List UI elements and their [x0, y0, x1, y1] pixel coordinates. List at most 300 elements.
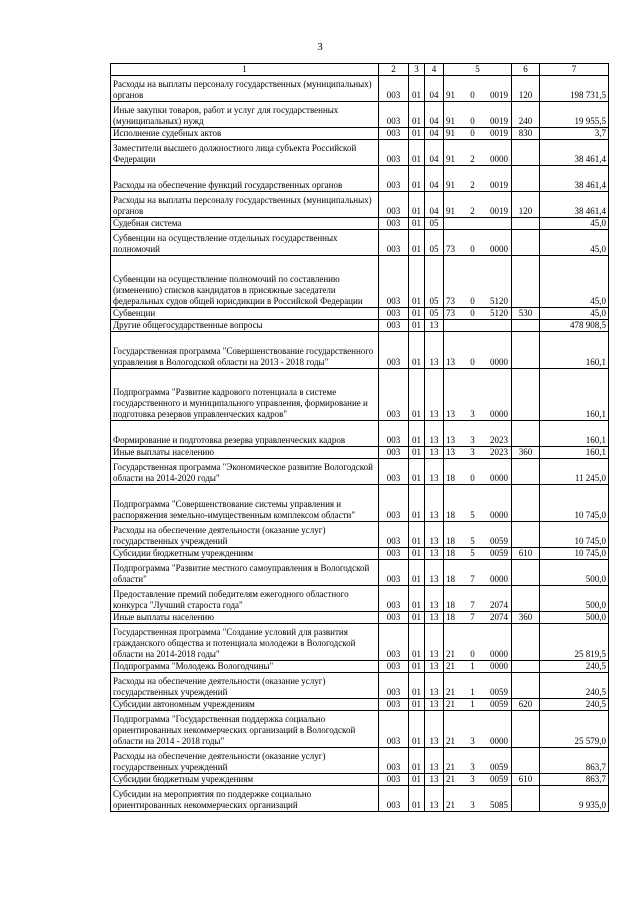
program-code: 73 [446, 244, 455, 254]
expense-type-cell: 360 [512, 447, 540, 459]
direction-code: 0000 [490, 736, 508, 746]
line-item-name: Предоставление премий победителям ежегодного областного конкурса "Лучший староста года" [111, 586, 379, 612]
program-code: 18 [446, 473, 455, 483]
direction-code: 0000 [490, 661, 508, 671]
table-row [111, 748, 609, 774]
table-row [111, 140, 609, 166]
page-number: 3 [317, 41, 323, 53]
code-cell: 003 [379, 192, 409, 218]
section-cell: 01 [409, 218, 425, 230]
subprogram-code: 2 [470, 180, 475, 190]
direction-code: 2023 [490, 447, 508, 457]
subsection-cell: 13 [425, 485, 444, 522]
direction-code: 2074 [490, 600, 508, 610]
expense-type-cell: 830 [512, 128, 540, 140]
subprogram-code: 5 [470, 536, 475, 546]
direction-code: 0000 [490, 510, 508, 520]
subsection-cell: 04 [425, 102, 444, 128]
expense-type-cell: 610 [512, 548, 540, 560]
direction-code: 0000 [490, 357, 508, 367]
amount-cell: 160,1 [540, 332, 609, 369]
amount-cell: 19 955,5 [540, 102, 609, 128]
column-number: 1 [111, 64, 379, 76]
direction-code: 0000 [490, 649, 508, 659]
section-cell: 01 [409, 230, 425, 256]
code-cell: 003 [379, 369, 409, 421]
table-row [111, 320, 609, 332]
code-cell: 003 [379, 256, 409, 308]
target-article-cell [444, 522, 512, 548]
amount-cell: 25 579,0 [540, 711, 609, 748]
program-code: 91 [446, 154, 455, 164]
amount-cell: 160,1 [540, 421, 609, 447]
target-article-cell [444, 332, 512, 369]
code-cell: 003 [379, 308, 409, 320]
code-cell: 003 [379, 332, 409, 369]
table-row [111, 774, 609, 786]
amount-cell: 240,5 [540, 699, 609, 711]
subprogram-code: 0 [470, 128, 475, 138]
section-cell: 01 [409, 612, 425, 624]
section-cell: 01 [409, 128, 425, 140]
subsection-cell: 13 [425, 369, 444, 421]
direction-code: 0059 [490, 774, 508, 784]
direction-code: 2074 [490, 612, 508, 622]
amount-cell: 45,0 [540, 230, 609, 256]
line-item-name: Расходы на обеспечение деятельности (оказание услуг) государственных учреждений [111, 673, 379, 699]
column-number: 2 [379, 64, 409, 76]
code-cell: 003 [379, 612, 409, 624]
section-cell: 01 [409, 548, 425, 560]
section-cell: 01 [409, 711, 425, 748]
target-article-cell [444, 102, 512, 128]
subprogram-code: 1 [470, 661, 475, 671]
line-item-name: Субсидии автономным учреждениям [111, 699, 379, 711]
subprogram-code: 7 [470, 574, 475, 584]
program-code: 18 [446, 600, 455, 610]
line-item-name: Субсидии бюджетным учреждениям [111, 548, 379, 560]
target-article-cell [444, 320, 512, 332]
table-row [111, 548, 609, 560]
line-item-name: Судебная система [111, 218, 379, 230]
subsection-cell: 13 [425, 612, 444, 624]
expense-type-cell [512, 369, 540, 421]
column-number: 7 [540, 64, 609, 76]
expense-type-cell [512, 748, 540, 774]
program-code: 73 [446, 296, 455, 306]
column-number: 6 [512, 64, 540, 76]
target-article-cell [444, 447, 512, 459]
target-article-cell [444, 774, 512, 786]
expense-type-cell [512, 661, 540, 673]
table-row [111, 699, 609, 711]
direction-code: 0059 [490, 536, 508, 546]
code-cell: 003 [379, 774, 409, 786]
code-cell: 003 [379, 661, 409, 673]
subsection-cell: 05 [425, 230, 444, 256]
target-article-cell [444, 256, 512, 308]
line-item-name: Иные выплаты населению [111, 447, 379, 459]
column-number: 5 [444, 64, 512, 76]
line-item-name: Субвенции [111, 308, 379, 320]
section-cell: 01 [409, 140, 425, 166]
program-code: 13 [446, 357, 455, 367]
code-cell: 003 [379, 320, 409, 332]
code-cell: 003 [379, 624, 409, 661]
direction-code: 0019 [490, 206, 508, 216]
table-row [111, 192, 609, 218]
line-item-name: Подпрограмма "Развитие местного самоуправления в Вологодской области" [111, 560, 379, 586]
direction-code: 0000 [490, 154, 508, 164]
target-article-cell [444, 140, 512, 166]
amount-cell: 10 745,0 [540, 548, 609, 560]
line-item-name: Иные закупки товаров, работ и услуг для государственных (муниципальных) нужд [111, 102, 379, 128]
table-row [111, 459, 609, 485]
table-row [111, 76, 609, 102]
expense-type-cell [512, 485, 540, 522]
table-row [111, 485, 609, 522]
target-article-cell [444, 192, 512, 218]
section-cell: 01 [409, 624, 425, 661]
code-cell: 003 [379, 166, 409, 192]
direction-code: 0000 [490, 574, 508, 584]
code-cell: 003 [379, 140, 409, 166]
target-article-cell [444, 560, 512, 586]
line-item-name: Субвенции на осуществление отдельных государственных полномочий [111, 230, 379, 256]
target-article-cell [444, 748, 512, 774]
program-code: 13 [446, 409, 455, 419]
budget-table [110, 63, 609, 812]
amount-cell: 38 461,4 [540, 140, 609, 166]
column-number-row [111, 64, 609, 76]
code-cell: 003 [379, 548, 409, 560]
subsection-cell: 13 [425, 548, 444, 560]
line-item-name: Иные выплаты населению [111, 612, 379, 624]
line-item-name: Государственная программа "Создание условий для развития гражданского общества и потенциала молодежи в Вологодской области на 2014-2018 годы" [111, 624, 379, 661]
line-item-name: Субвенции на осуществление полномочий по составлению (изменению) списков кандидатов в присяжные заседатели федеральных судов общей юрисдикции в Российской Федерации [111, 256, 379, 308]
table-row [111, 711, 609, 748]
table-row [111, 661, 609, 673]
target-article-cell [444, 230, 512, 256]
code-cell: 003 [379, 218, 409, 230]
table-row [111, 421, 609, 447]
amount-cell: 240,5 [540, 673, 609, 699]
subprogram-code: 3 [470, 409, 475, 419]
line-item-name: Другие общегосударственные вопросы [111, 320, 379, 332]
direction-code: 5120 [490, 296, 508, 306]
target-article-cell [444, 612, 512, 624]
subprogram-code: 1 [470, 687, 475, 697]
subsection-cell: 13 [425, 661, 444, 673]
target-article-cell [444, 624, 512, 661]
subsection-cell: 13 [425, 459, 444, 485]
direction-code: 0059 [490, 687, 508, 697]
expense-type-cell [512, 586, 540, 612]
section-cell: 01 [409, 522, 425, 548]
section-cell: 01 [409, 673, 425, 699]
line-item-name: Государственная программа "Экономическое развитие Вологодской области на 2014-2020 годы" [111, 459, 379, 485]
amount-cell: 478 908,5 [540, 320, 609, 332]
amount-cell: 160,1 [540, 447, 609, 459]
table-row [111, 624, 609, 661]
target-article-cell [444, 459, 512, 485]
direction-code: 0000 [490, 409, 508, 419]
subsection-cell: 13 [425, 774, 444, 786]
amount-cell: 240,5 [540, 661, 609, 673]
line-item-name: Расходы на обеспечение деятельности (оказание услуг) государственных учреждений [111, 748, 379, 774]
expense-type-cell [512, 624, 540, 661]
subprogram-code: 0 [470, 244, 475, 254]
amount-cell: 9 935,0 [540, 786, 609, 812]
code-cell: 003 [379, 586, 409, 612]
section-cell: 01 [409, 699, 425, 711]
line-item-name: Расходы на обеспечение деятельности (оказание услуг) государственных учреждений [111, 522, 379, 548]
table-row [111, 447, 609, 459]
direction-code: 0059 [490, 548, 508, 558]
section-cell: 01 [409, 661, 425, 673]
expense-type-cell [512, 256, 540, 308]
program-code: 73 [446, 308, 455, 318]
subprogram-code: 0 [470, 357, 475, 367]
table-row [111, 230, 609, 256]
program-code: 21 [446, 661, 455, 671]
direction-code: 0019 [490, 90, 508, 100]
subprogram-code: 1 [470, 699, 475, 709]
code-cell: 003 [379, 522, 409, 548]
line-item-name: Государственная программа "Совершенствование государственного управления в Вологодской области на 2013 - 2018 годы" [111, 332, 379, 369]
section-cell: 01 [409, 192, 425, 218]
subsection-cell: 13 [425, 748, 444, 774]
program-code: 21 [446, 699, 455, 709]
subsection-cell: 13 [425, 699, 444, 711]
target-article-cell [444, 128, 512, 140]
direction-code: 0059 [490, 699, 508, 709]
line-item-name: Подпрограмма "Государственная поддержка социально ориентированных некоммерческих организаций в Вологодской области на 2014 - 2018 годы" [111, 711, 379, 748]
subsection-cell: 13 [425, 560, 444, 586]
amount-cell: 10 745,0 [540, 522, 609, 548]
direction-code: 0000 [490, 473, 508, 483]
expense-type-cell [512, 421, 540, 447]
section-cell: 01 [409, 369, 425, 421]
line-item-name: Исполнение судебных актов [111, 128, 379, 140]
subsection-cell: 04 [425, 166, 444, 192]
subprogram-code: 0 [470, 308, 475, 318]
code-cell: 003 [379, 673, 409, 699]
amount-cell: 11 245,0 [540, 459, 609, 485]
table-row [111, 332, 609, 369]
subsection-cell: 13 [425, 786, 444, 812]
expense-type-cell [512, 230, 540, 256]
line-item-name: Субсидии на мероприятия по поддержке социально ориентированных некоммерческих организаций [111, 786, 379, 812]
section-cell: 01 [409, 586, 425, 612]
subsection-cell: 13 [425, 320, 444, 332]
amount-cell: 500,0 [540, 612, 609, 624]
line-item-name: Расходы на выплаты персоналу государственных (муниципальных) органов [111, 76, 379, 102]
direction-code: 0019 [490, 128, 508, 138]
amount-cell: 25 819,5 [540, 624, 609, 661]
direction-code: 0059 [490, 762, 508, 772]
code-cell: 003 [379, 421, 409, 447]
code-cell: 003 [379, 786, 409, 812]
section-cell: 01 [409, 560, 425, 586]
subsection-cell: 05 [425, 308, 444, 320]
section-cell: 01 [409, 748, 425, 774]
amount-cell: 45,0 [540, 218, 609, 230]
code-cell: 003 [379, 76, 409, 102]
table-row [111, 218, 609, 230]
amount-cell: 500,0 [540, 560, 609, 586]
line-item-name: Субсидии бюджетным учреждениям [111, 774, 379, 786]
program-code: 18 [446, 536, 455, 546]
expense-type-cell [512, 218, 540, 230]
subprogram-code: 3 [470, 447, 475, 457]
program-code: 13 [446, 447, 455, 457]
section-cell: 01 [409, 308, 425, 320]
target-article-cell [444, 548, 512, 560]
subsection-cell: 05 [425, 218, 444, 230]
subprogram-code: 0 [470, 116, 475, 126]
subsection-cell: 13 [425, 522, 444, 548]
target-article-cell [444, 661, 512, 673]
line-item-name: Формирование и подготовка резерва управленческих кадров [111, 421, 379, 447]
subsection-cell: 13 [425, 624, 444, 661]
code-cell: 003 [379, 485, 409, 522]
expense-type-cell: 120 [512, 192, 540, 218]
code-cell: 003 [379, 699, 409, 711]
section-cell: 01 [409, 102, 425, 128]
subsection-cell: 04 [425, 128, 444, 140]
line-item-name: Подпрограмма "Молодежь Вологодчины" [111, 661, 379, 673]
column-number: 4 [425, 64, 444, 76]
subsection-cell: 13 [425, 421, 444, 447]
program-code: 21 [446, 800, 455, 810]
direction-code: 0000 [490, 244, 508, 254]
expense-type-cell [512, 459, 540, 485]
column-number: 3 [409, 64, 425, 76]
table-row [111, 102, 609, 128]
table-row [111, 369, 609, 421]
table-row [111, 786, 609, 812]
line-item-name: Подпрограмма "Развитие кадрового потенциала в системе государственного и муниципального управления, формирование и подготовка резервов управленческих кадров" [111, 369, 379, 421]
line-item-name: Заместители высшего должностного лица субъекта Российской Федерации [111, 140, 379, 166]
subprogram-code: 3 [470, 435, 475, 445]
amount-cell: 45,0 [540, 308, 609, 320]
subprogram-code: 3 [470, 762, 475, 772]
expense-type-cell: 360 [512, 612, 540, 624]
program-code: 21 [446, 736, 455, 746]
subprogram-code: 0 [470, 649, 475, 659]
amount-cell: 38 461,4 [540, 192, 609, 218]
table-row [111, 560, 609, 586]
target-article-cell [444, 369, 512, 421]
target-article-cell [444, 699, 512, 711]
code-cell: 003 [379, 459, 409, 485]
subprogram-code: 0 [470, 90, 475, 100]
subsection-cell: 04 [425, 140, 444, 166]
section-cell: 01 [409, 459, 425, 485]
subsection-cell: 04 [425, 76, 444, 102]
program-code: 13 [446, 435, 455, 445]
amount-cell: 500,0 [540, 586, 609, 612]
program-code: 18 [446, 510, 455, 520]
subprogram-code: 0 [470, 296, 475, 306]
line-item-name: Расходы на выплаты персоналу государственных (муниципальных) органов [111, 192, 379, 218]
subsection-cell: 05 [425, 256, 444, 308]
subprogram-code: 5 [470, 548, 475, 558]
subprogram-code: 2 [470, 206, 475, 216]
subprogram-code: 3 [470, 800, 475, 810]
expense-type-cell: 120 [512, 76, 540, 102]
direction-code: 0019 [490, 180, 508, 190]
code-cell: 003 [379, 447, 409, 459]
section-cell: 01 [409, 786, 425, 812]
amount-cell: 10 745,0 [540, 485, 609, 522]
subprogram-code: 7 [470, 600, 475, 610]
section-cell: 01 [409, 256, 425, 308]
program-code: 21 [446, 762, 455, 772]
target-article-cell [444, 711, 512, 748]
code-cell: 003 [379, 230, 409, 256]
subprogram-code: 3 [470, 736, 475, 746]
expense-type-cell [512, 560, 540, 586]
expense-type-cell: 610 [512, 774, 540, 786]
program-code: 91 [446, 180, 455, 190]
table-row [111, 586, 609, 612]
section-cell: 01 [409, 774, 425, 786]
subprogram-code: 7 [470, 612, 475, 622]
code-cell: 003 [379, 748, 409, 774]
amount-cell: 45,0 [540, 256, 609, 308]
section-cell: 01 [409, 166, 425, 192]
program-code: 18 [446, 548, 455, 558]
amount-cell: 198 731,5 [540, 76, 609, 102]
direction-code: 2023 [490, 435, 508, 445]
table-row [111, 522, 609, 548]
subprogram-code: 3 [470, 774, 475, 784]
program-code: 21 [446, 649, 455, 659]
subsection-cell: 13 [425, 673, 444, 699]
amount-cell: 863,7 [540, 774, 609, 786]
table-row [111, 166, 609, 192]
target-article-cell [444, 485, 512, 522]
section-cell: 01 [409, 447, 425, 459]
target-article-cell [444, 76, 512, 102]
expense-type-cell [512, 711, 540, 748]
section-cell: 01 [409, 485, 425, 522]
expense-type-cell [512, 320, 540, 332]
expense-type-cell: 620 [512, 699, 540, 711]
target-article-cell [444, 421, 512, 447]
section-cell: 01 [409, 76, 425, 102]
program-code: 21 [446, 687, 455, 697]
expense-type-cell: 240 [512, 102, 540, 128]
section-cell: 01 [409, 332, 425, 369]
target-article-cell [444, 218, 512, 230]
expense-type-cell [512, 522, 540, 548]
program-code: 91 [446, 116, 455, 126]
section-cell: 01 [409, 421, 425, 447]
program-code: 18 [446, 574, 455, 584]
subsection-cell: 13 [425, 711, 444, 748]
code-cell: 003 [379, 102, 409, 128]
table-row [111, 612, 609, 624]
expense-type-cell: 530 [512, 308, 540, 320]
code-cell: 003 [379, 128, 409, 140]
expense-type-cell [512, 786, 540, 812]
code-cell: 003 [379, 560, 409, 586]
direction-code: 5120 [490, 308, 508, 318]
target-article-cell [444, 166, 512, 192]
